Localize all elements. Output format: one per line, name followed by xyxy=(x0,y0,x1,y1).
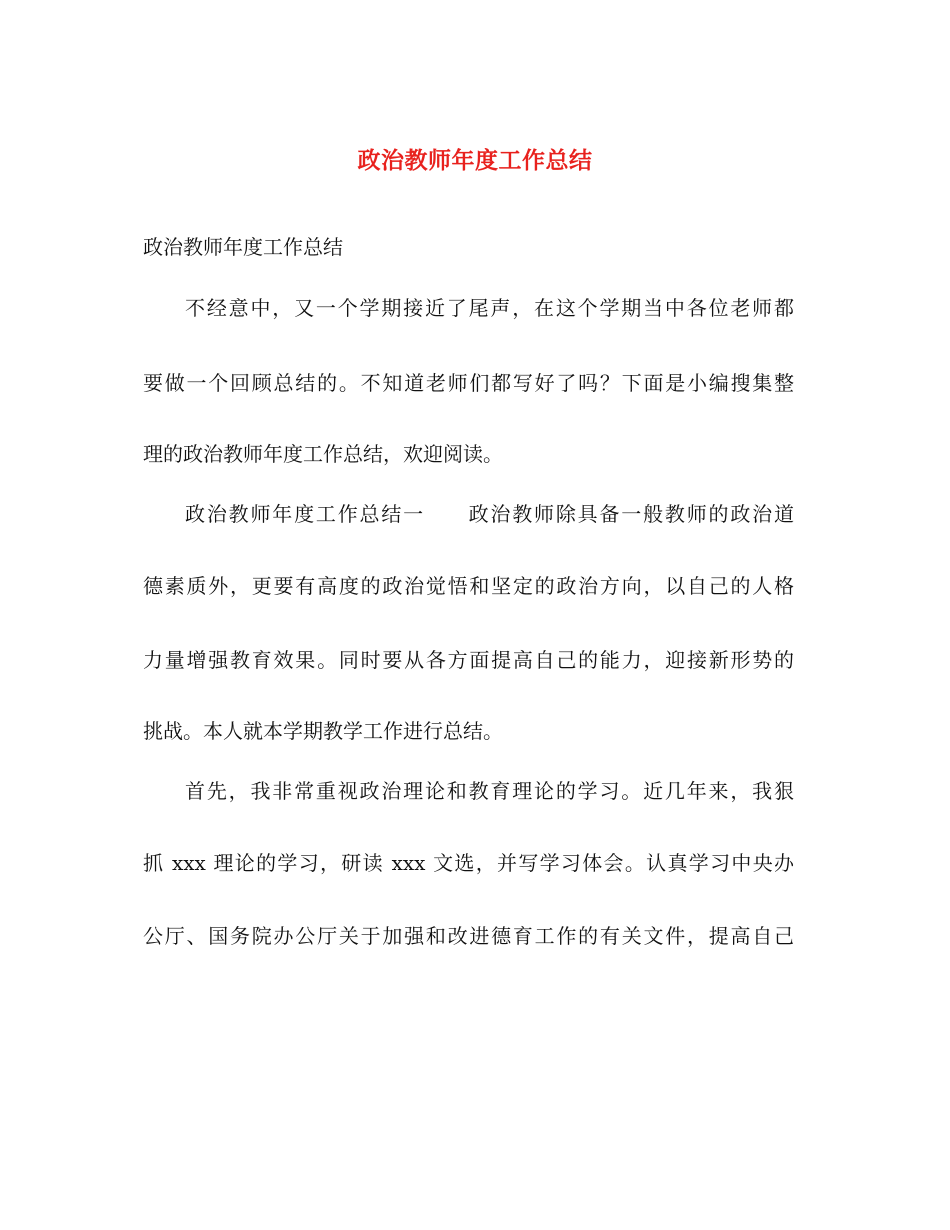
paragraph-line: 政治教师年度工作总结一 政治教师除具备一般教师的政治道 xyxy=(185,502,794,526)
paragraph-line: 德素质外，更要有高度的政治觉悟和坚定的政治方向，以自己的人格 xyxy=(143,574,794,598)
paragraph-line: 公厅、国务院办公厅关于加强和改进德育工作的有关文件，提高自己 xyxy=(143,924,794,948)
document-subtitle: 政治教师年度工作总结 xyxy=(143,235,343,259)
paragraph-line: 不经意中，又一个学期接近了尾声，在这个学期当中各位老师都 xyxy=(185,296,794,320)
paragraph-line: 力量增强教育效果。同时要从各方面提高自己的能力，迎接新形势的 xyxy=(143,648,794,672)
document-title: 政治教师年度工作总结 xyxy=(357,147,593,174)
paragraph-line: 要做一个回顾总结的。不知道老师们都写好了吗？下面是小编搜集整 xyxy=(143,371,794,395)
paragraph-line: 首先，我非常重视政治理论和教育理论的学习。近几年来，我狠 xyxy=(185,779,794,803)
paragraph-line: 抓 xxx 理论的学习，研读 xxx 文选，并写学习体会。认真学习中央办 xyxy=(143,851,794,875)
paragraph-line: 理的政治教师年度工作总结，欢迎阅读。 xyxy=(143,442,503,466)
paragraph-line: 挑战。本人就本学期教学工作进行总结。 xyxy=(143,719,503,743)
